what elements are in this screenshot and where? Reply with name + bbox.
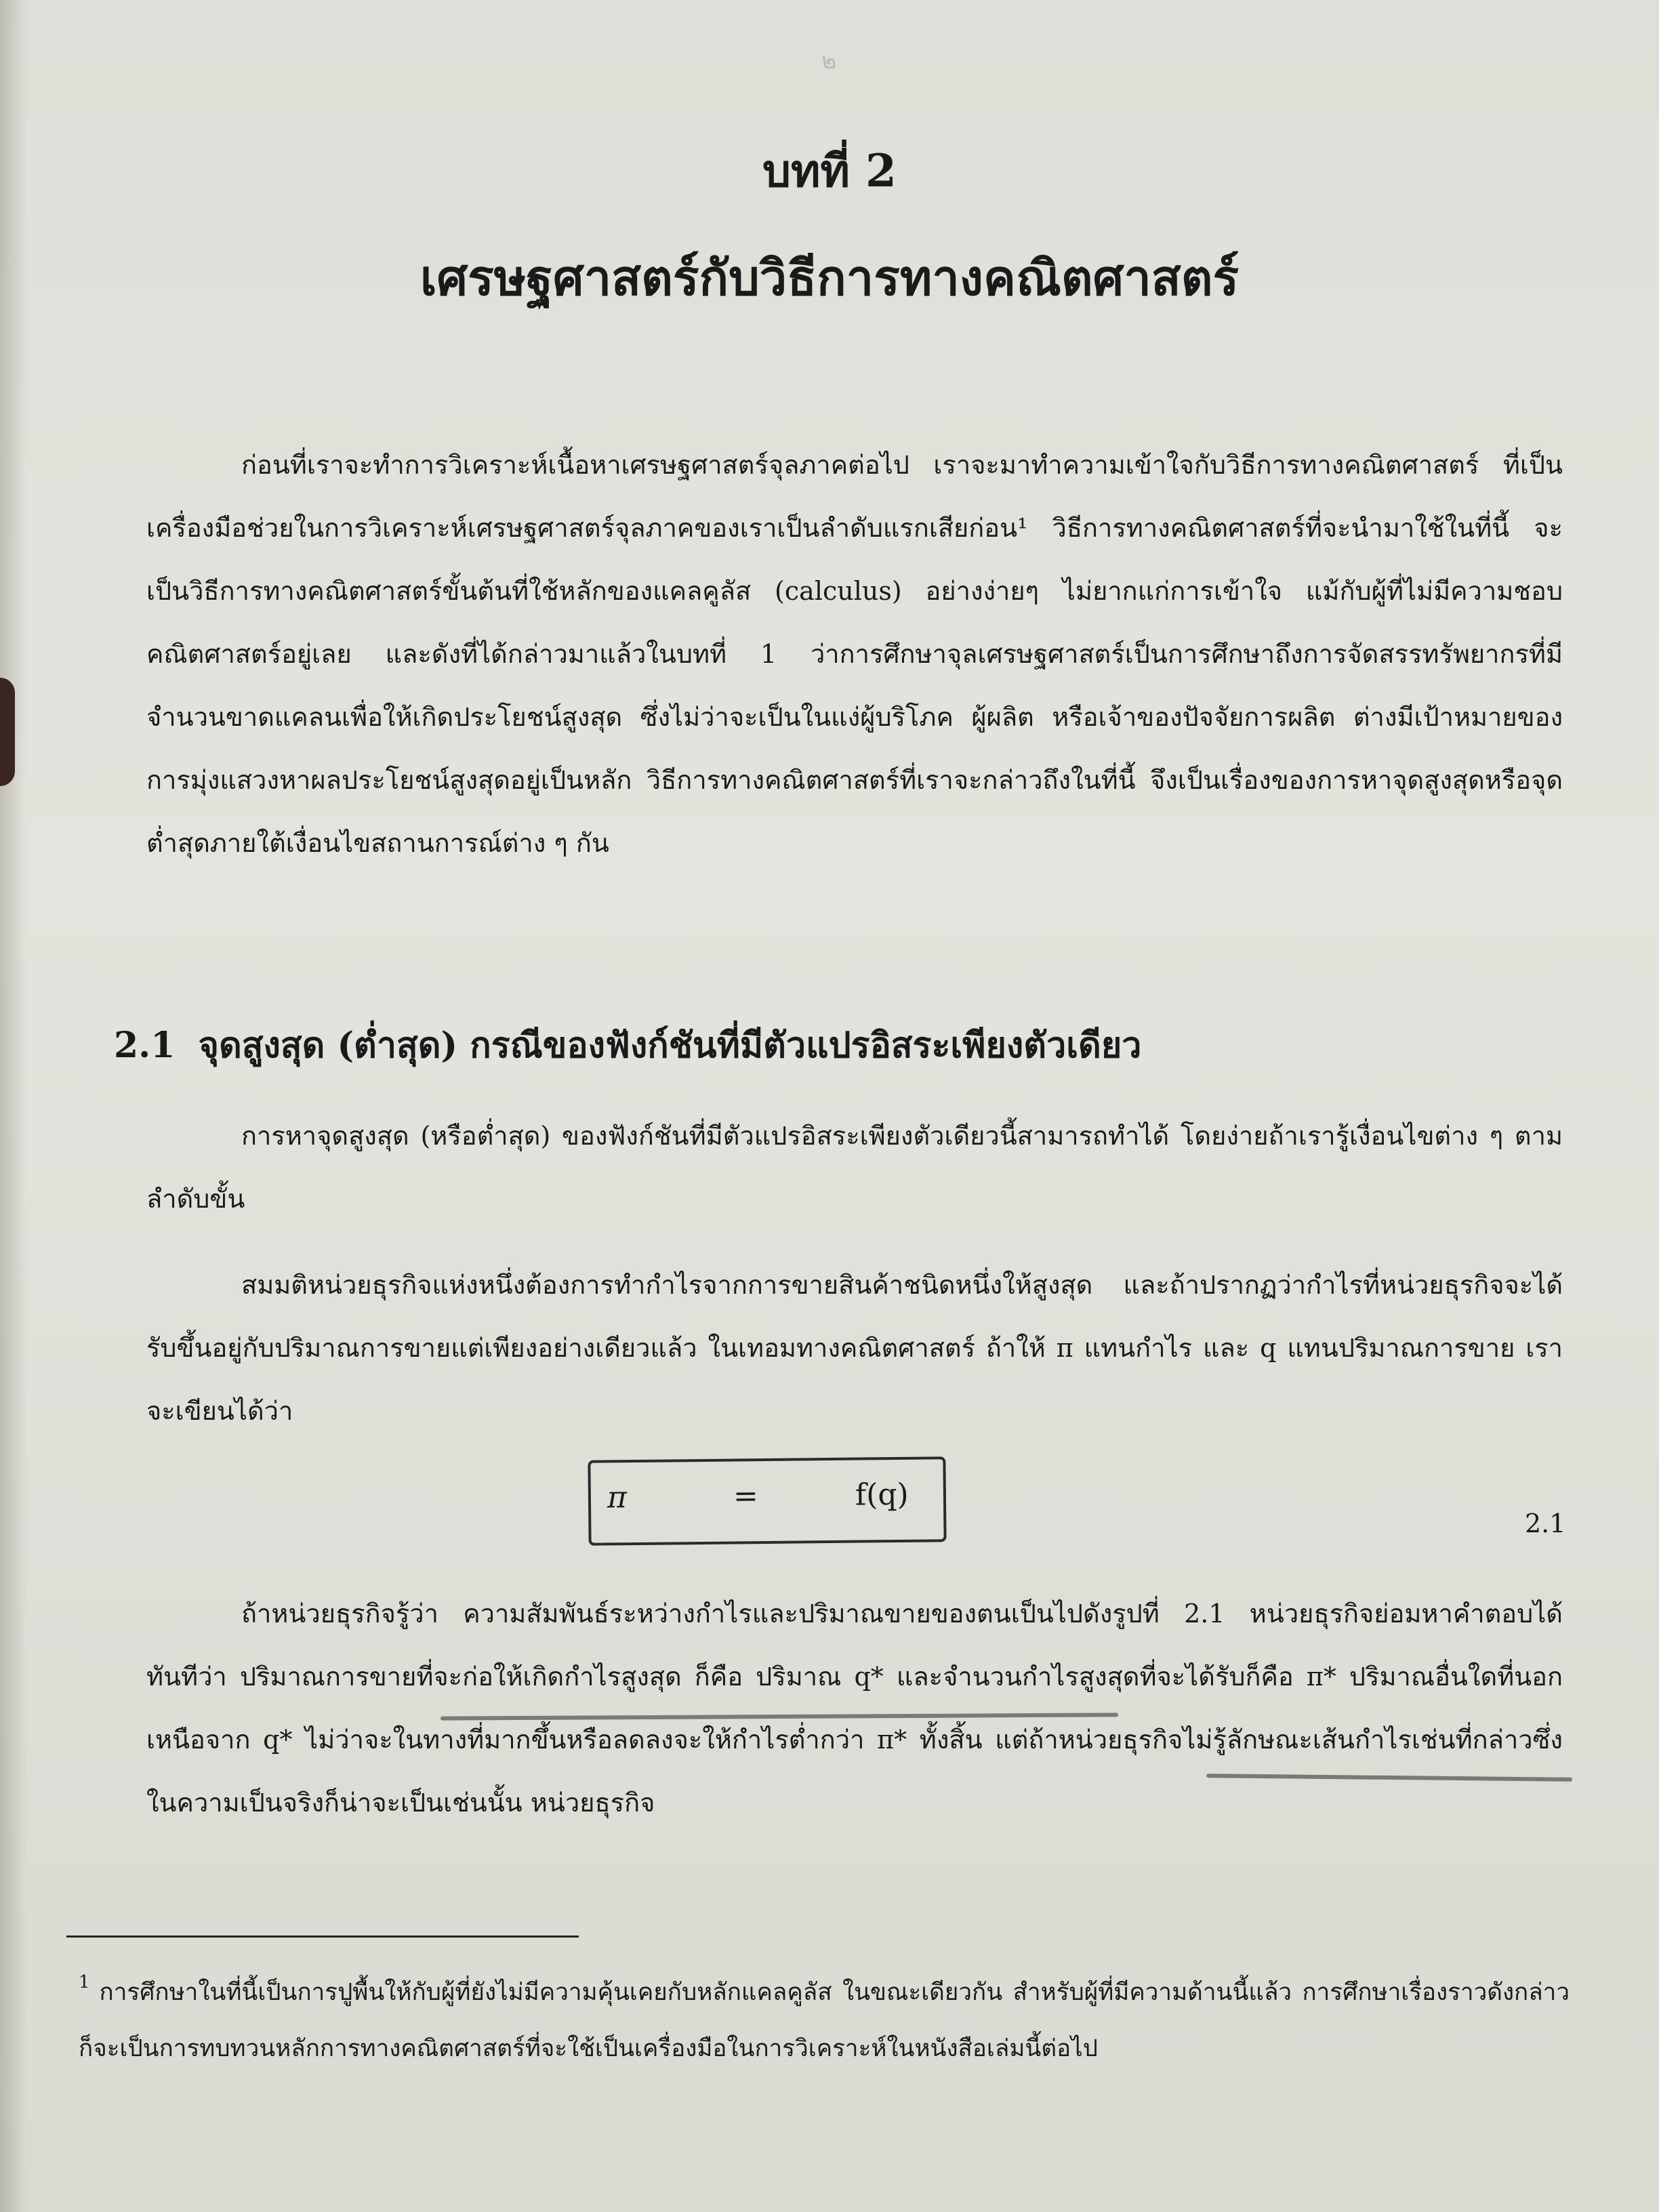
page-edge-mark [0,678,15,786]
equation-number: 2.1 [1525,1509,1566,1538]
equation-operator: = [733,1479,759,1514]
equation-box [588,1456,946,1546]
footnote-rule [66,1936,579,1938]
paragraph-2: การหาจุดสูงสุด (หรือต่ำสุด) ของฟังก์ชันที่มีตัวแปรอิสระเพียงตัวเดียวนี้สามารถทำได้ โดยง่ายถ้าเรารู้เงื่อนไขต่าง ๆ ตามลำดับขั้น [146,1121,1563,1214]
footnote [79,1965,1570,2076]
paragraph-3: สมมติหน่วยธุรกิจแห่งหนึ่งต้องการทำกำไรจากการขายสินค้าชนิดหนึ่งให้สูงสุด และถ้าปรากฏว่ากำไรที่หน่วยธุรกิจจะได้รับขึ้นอยู่กับปริมาณการขายแต่เพียงอย่างเดียวแล้ว ในเทอมทางคณิตศาสตร์ ถ้าให้ π แทนกำไร และ q แทนปริมาณการขาย เราจะเขียนได้ว่า [146,1270,1563,1426]
equation-rhs: f(q) [855,1477,909,1513]
intro-paragraph: ก่อนที่เราจะทำการวิเคราะห์เนื้อหาเศรษฐศาสตร์จุลภาคต่อไป เราจะมาทำความเข้าใจกับวิธีการทางคณิตศาสตร์ ที่เป็นเครื่องมือช่วยในการวิเคราะห์เศรษฐศาสตร์จุลภาคของเราเป็นลำดับแรกเสียก่อน¹ วิธีการทางคณิตศาสตร์ที่จะนำมาใช้ในที่นี้ จะเป็นวิธีการทางคณิตศาสตร์ขั้นต้นที่ใช้หลักของแคลคูลัส (calculus) อย่างง่ายๆ ไม่ยากแก่การเข้าใจ แม้กับผู้ที่ไม่มีความชอบคณิตศาสตร์อยู่เลย และดังที่ได้กล่าวมาแล้วในบทที่ 1 ว่าการศึกษาจุลเศรษฐศาสตร์เป็นการศึกษาถึงการจัดสรรทรัพยากรที่มีจำนวนขาดแคลนเพื่อให้เกิดประโยชน์สูงสุด ซึ่งไม่ว่าจะเป็นในแง่ผู้บริโภค ผู้ผลิต หรือเจ้าของปัจจัยการผลิต ต่างมีเป้าหมายของการมุ่งแสวงหาผลประโยชน์สูงสุดอยู่เป็นหลัก วิธีการทางคณิตศาสตร์ที่เราจะกล่าวถึงในที่นี้ จึงเป็นเรื่องของการหาจุดสูงสุดหรือจุดต่ำสุดภายใต้เงื่อนไขสถานการณ์ต่าง ๆ กัน [146,450,1563,858]
section-number: 2.1 [114,1025,176,1066]
footnote-text: การศึกษาในที่นี้เป็นการปูพื้นให้กับผู้ที่ยังไม่มีความคุ้นเคยกับหลักแคลคูลัส ในขณะเดียวกัน สำหรับผู้ที่มีความด้านนี้แล้ว การศึกษาเรื่องราวดังกล่าวก็จะเป็นการทบทวนหลักการทางคณิตศาสตร์ที่จะใช้เป็นเครื่องมือในการวิเคราะห์ในหนังสือเล่มนี้ต่อไป [79,1979,1570,2062]
chapter-title: เศรษฐศาสตร์กับวิธีการทางคณิตศาสตร์ [419,249,1240,306]
page-edge-shadow [0,0,27,2212]
section-heading [114,1017,1605,1073]
section-title: จุดสูงสุด (ต่ำสุด) กรณีของฟังก์ชันที่มีตัวแปรอิสระเพียงตัวเดียว [198,1025,1142,1066]
chapter-number: บทที่ 2 [762,144,897,197]
footnote-marker: 1 [79,1972,90,1992]
equation-lhs: π [607,1480,628,1515]
paragraph-4: ถ้าหน่วยธุรกิจรู้ว่า ความสัมพันธ์ระหว่างกำไรและปริมาณขายของตนเป็นไปดังรูปที่ 2.1 หน่วยธุรกิจย่อมหาคำตอบได้ทันทีว่า ปริมาณการขายที่จะก่อให้เกิดกำไรสูงสุด ก็คือ ปริมาณ q* และจำนวนกำไรสูงสุดที่จะได้รับก็คือ π* ปริมาณอื่นใดที่นอกเหนือจาก q* ไม่ว่าจะในทางที่มากขึ้นหรือลดลงจะให้กำไรต่ำกว่า π* ทั้งสิ้น แต่ถ้าหน่วยธุรกิจไม่รู้ลักษณะเส้นกำไรเช่นที่กล่าวซึ่งในความเป็นจริงก็น่าจะเป็นเช่นนั้น หน่วยธุรกิจ [146,1599,1563,1818]
page-number: ๒ [821,47,837,75]
